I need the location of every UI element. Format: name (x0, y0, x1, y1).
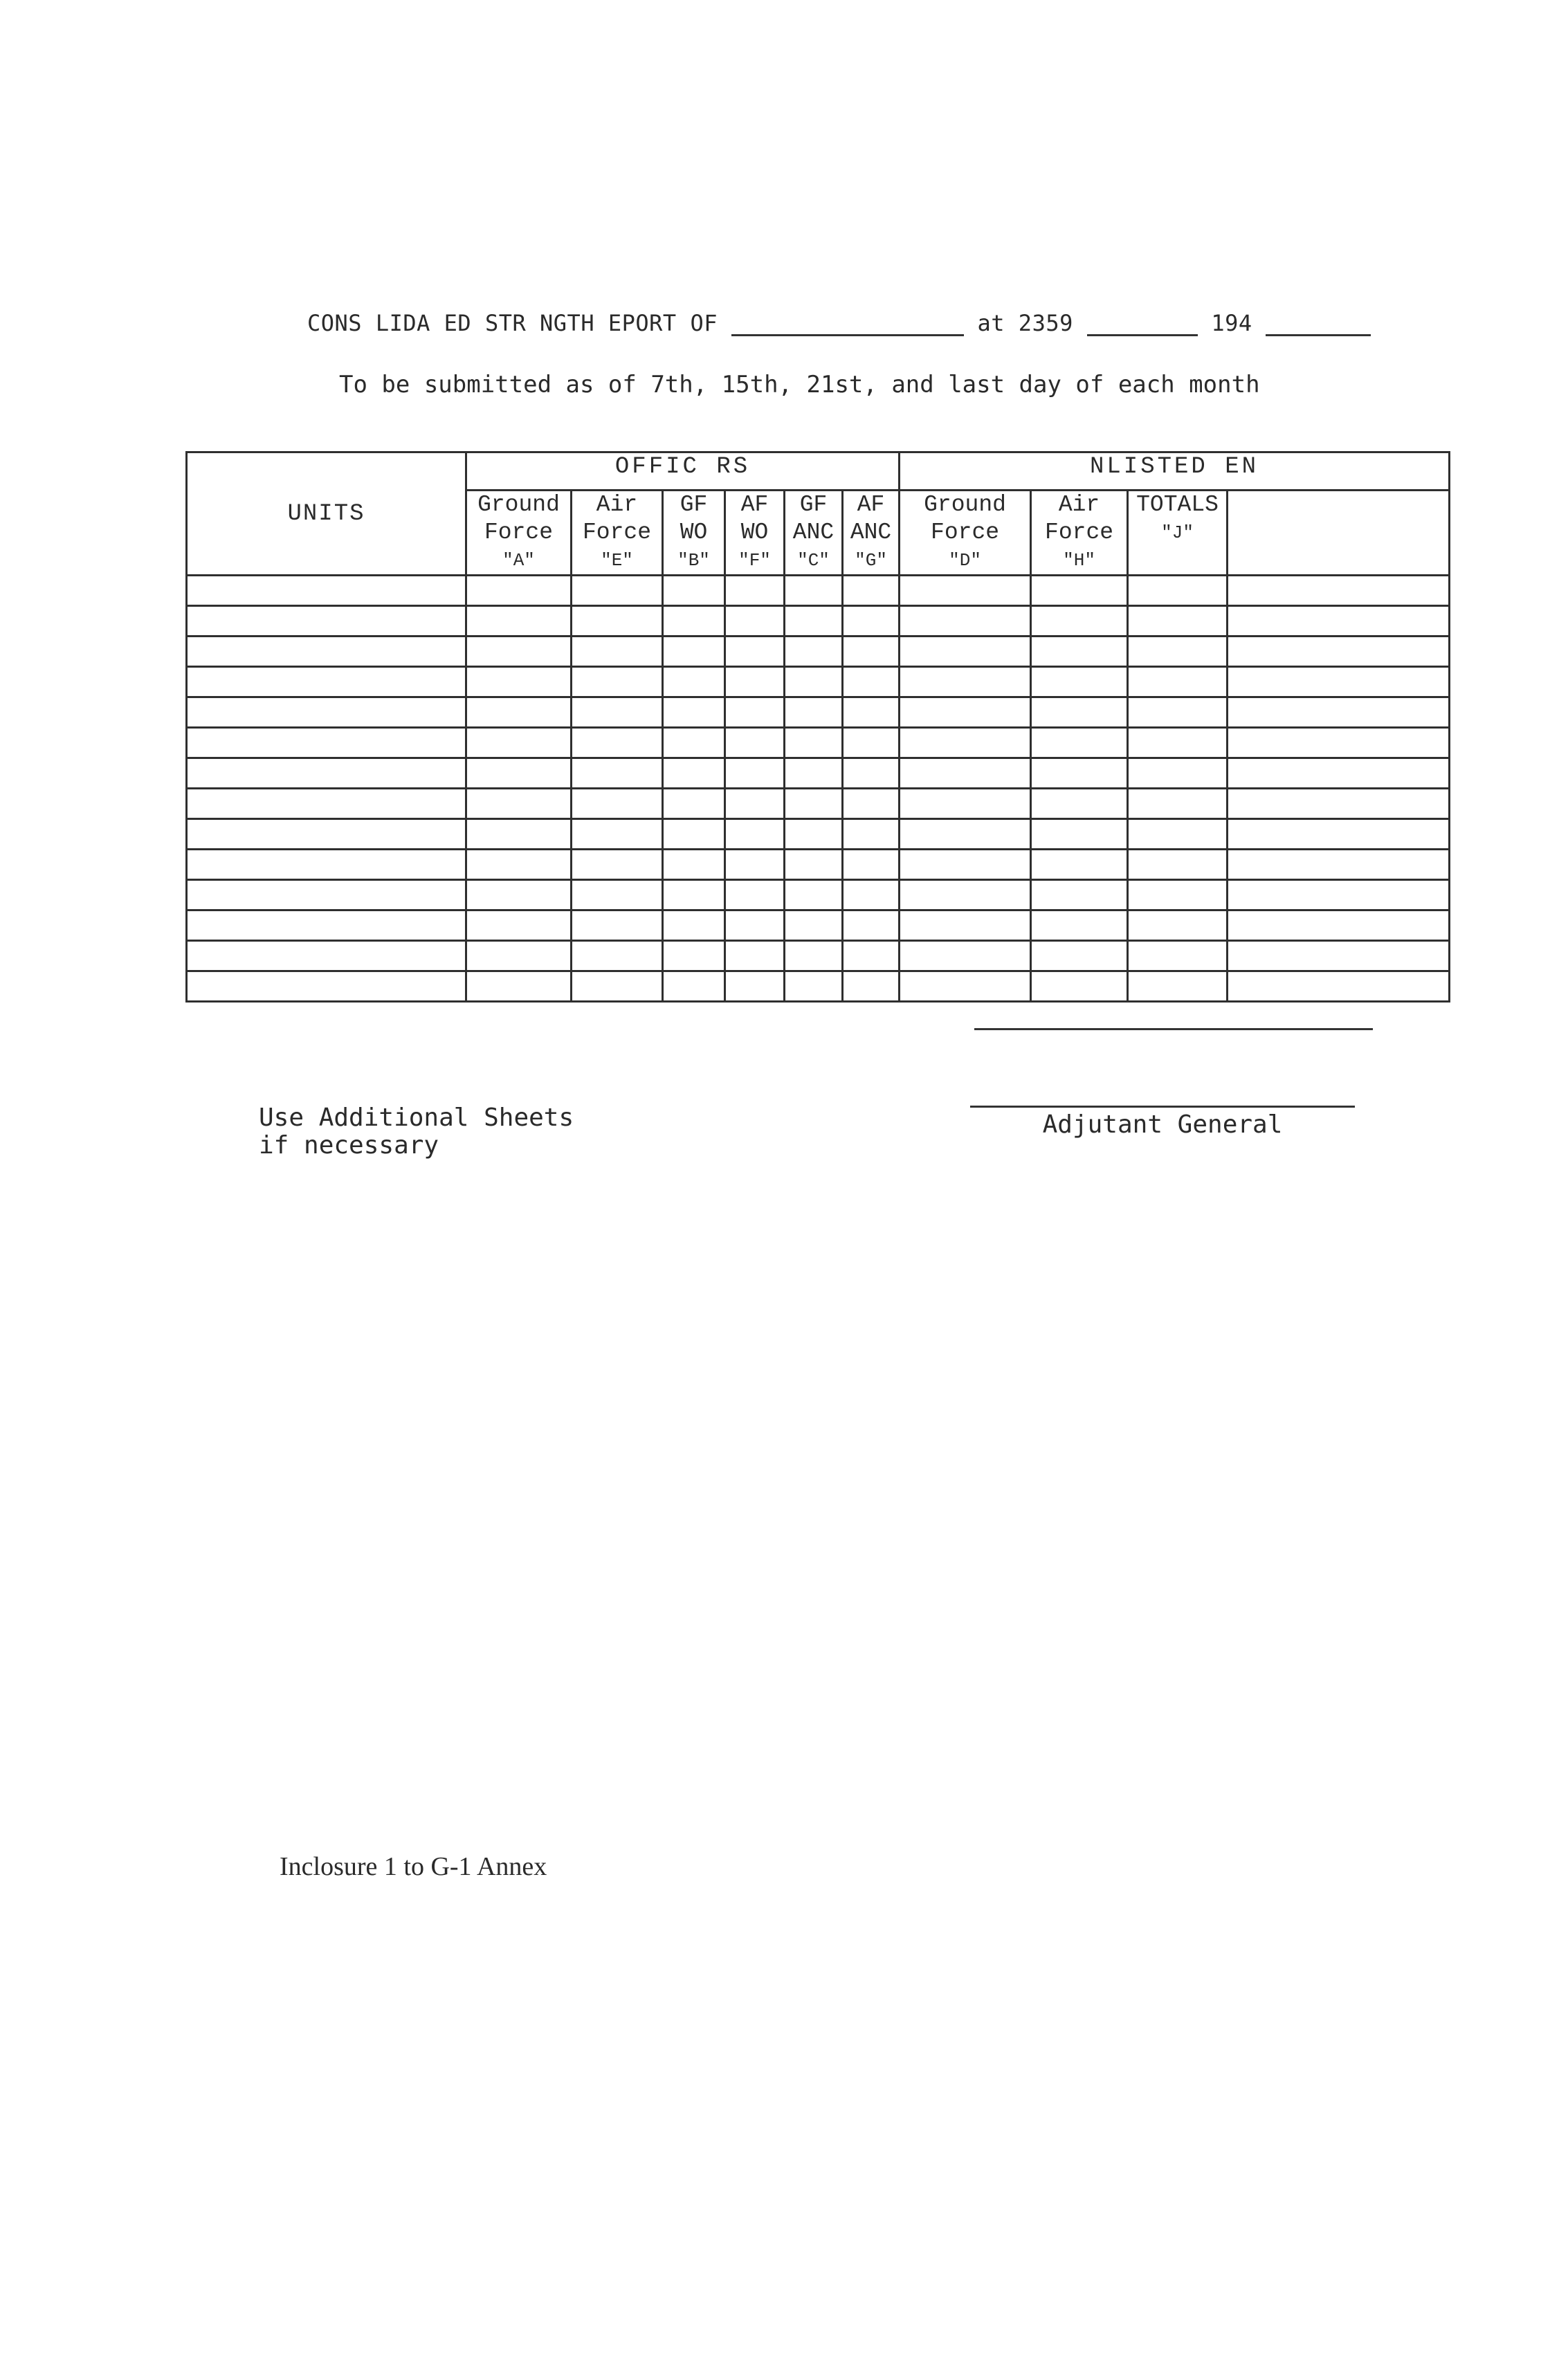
count-cell (572, 971, 663, 1002)
inclosure-label: Inclosure 1 to G-1 Annex (280, 1852, 547, 1881)
column-code: "G" (855, 550, 887, 571)
count-cell (1128, 971, 1228, 1002)
count-cell (1128, 789, 1228, 819)
count-cell (1128, 880, 1228, 910)
column-header-line: Ground (924, 492, 1006, 518)
count-cell (725, 880, 785, 910)
count-cell (785, 576, 843, 606)
count-cell (1228, 789, 1450, 819)
count-cell (900, 850, 1031, 880)
column-header-line: Force (1045, 520, 1114, 545)
count-cell (843, 880, 900, 910)
count-cell (900, 728, 1031, 758)
count-cell (663, 789, 725, 819)
count-cell (1128, 941, 1228, 971)
year-label: 194 (1211, 310, 1252, 336)
count-cell (1031, 576, 1128, 606)
count-cell (663, 910, 725, 941)
count-cell (843, 789, 900, 819)
column-header (785, 491, 843, 576)
count-cell (572, 789, 663, 819)
count-cell (1228, 728, 1450, 758)
count-cell (843, 758, 900, 789)
count-cell (900, 941, 1031, 971)
column-header (725, 491, 785, 576)
table-row (187, 576, 1450, 606)
count-cell (466, 758, 572, 789)
count-cell (466, 880, 572, 910)
additional-sheets-note (259, 1104, 574, 1160)
count-cell (785, 971, 843, 1002)
count-cell (663, 941, 725, 971)
count-cell (663, 576, 725, 606)
count-cell (1228, 850, 1450, 880)
count-cell (466, 576, 572, 606)
count-cell (1128, 850, 1228, 880)
unit-cell (187, 850, 466, 880)
count-cell (1128, 728, 1228, 758)
column-header (466, 491, 572, 576)
strength-table (185, 451, 1450, 1003)
count-cell (785, 637, 843, 667)
count-cell (785, 910, 843, 941)
count-cell (572, 758, 663, 789)
count-cell (1031, 728, 1128, 758)
count-cell (1031, 789, 1128, 819)
count-cell (1228, 880, 1450, 910)
count-cell (1031, 880, 1128, 910)
table-row (187, 910, 1450, 941)
count-cell (900, 758, 1031, 789)
count-cell (466, 941, 572, 971)
unit-cell (187, 576, 466, 606)
count-cell (1031, 910, 1128, 941)
column-header (1128, 491, 1228, 576)
unit-cell (187, 697, 466, 728)
column-header-line: GF (680, 492, 708, 518)
count-cell (900, 819, 1031, 850)
count-cell (725, 576, 785, 606)
count-cell (1128, 576, 1228, 606)
count-cell (1228, 941, 1450, 971)
unit-cell (187, 728, 466, 758)
count-cell (843, 606, 900, 637)
count-cell (785, 728, 843, 758)
column-header (843, 491, 900, 576)
unit-cell (187, 637, 466, 667)
count-cell (785, 789, 843, 819)
unit-cell (187, 606, 466, 637)
count-cell (572, 728, 663, 758)
count-cell (900, 697, 1031, 728)
count-cell (1228, 576, 1450, 606)
count-cell (572, 941, 663, 971)
count-cell (1031, 758, 1128, 789)
count-cell (1031, 637, 1128, 667)
count-cell (663, 819, 725, 850)
count-cell (1031, 819, 1128, 850)
additional-sheets-line: Use Additional Sheets (259, 1104, 574, 1132)
count-cell (1031, 606, 1128, 637)
count-cell (466, 971, 572, 1002)
count-cell (466, 697, 572, 728)
count-cell (572, 910, 663, 941)
count-cell (1128, 667, 1228, 697)
count-cell (663, 728, 725, 758)
count-cell (725, 606, 785, 637)
table-row (187, 728, 1450, 758)
count-cell (663, 606, 725, 637)
count-cell (572, 667, 663, 697)
count-cell (725, 697, 785, 728)
count-cell (725, 789, 785, 819)
count-cell (1228, 697, 1450, 728)
report-title-text: CONS LIDA ED STR NGTH EPORT OF (307, 310, 718, 336)
column-header-line: GF (799, 492, 828, 518)
count-cell (725, 728, 785, 758)
count-cell (725, 850, 785, 880)
count-cell (843, 667, 900, 697)
unit-cell (187, 819, 466, 850)
column-code: "C" (797, 550, 830, 571)
count-cell (572, 819, 663, 850)
count-cell (1228, 819, 1450, 850)
count-cell (843, 910, 900, 941)
count-cell (900, 637, 1031, 667)
count-cell (725, 667, 785, 697)
count-cell (663, 667, 725, 697)
count-cell (1228, 758, 1450, 789)
count-cell (1128, 758, 1228, 789)
count-cell (466, 910, 572, 941)
table-row (187, 819, 1450, 850)
count-cell (900, 880, 1031, 910)
count-cell (1031, 850, 1128, 880)
column-header-line: WO (680, 520, 708, 545)
column-header-line: Air (596, 492, 638, 518)
count-cell (1228, 637, 1450, 667)
column-header-line: Force (484, 520, 554, 545)
unit-cell (187, 910, 466, 941)
column-header-line: TOTALS (1136, 492, 1219, 518)
year-blank (1266, 313, 1371, 336)
table-row (187, 606, 1450, 637)
count-cell (900, 971, 1031, 1002)
column-header-line: WO (740, 520, 769, 545)
count-cell (900, 910, 1031, 941)
count-cell (1228, 667, 1450, 697)
count-cell (466, 667, 572, 697)
count-cell (1128, 637, 1228, 667)
count-cell (466, 606, 572, 637)
count-cell (1228, 910, 1450, 941)
count-cell (663, 971, 725, 1002)
count-cell (725, 819, 785, 850)
count-cell (572, 850, 663, 880)
table-row (187, 880, 1450, 910)
unit-cell (187, 758, 466, 789)
unit-cell (187, 789, 466, 819)
column-code: "B" (677, 550, 710, 571)
count-cell (843, 819, 900, 850)
count-cell (785, 850, 843, 880)
signer-title: Adjutant General (970, 1106, 1355, 1139)
table-row (187, 941, 1450, 971)
submission-instructions: To be submitted as of 7th, 15th, 21st, and last day of each month (339, 371, 1260, 399)
count-cell (1128, 819, 1228, 850)
table-row (187, 697, 1450, 728)
count-cell (785, 880, 843, 910)
count-cell (785, 758, 843, 789)
count-cell (466, 850, 572, 880)
column-header-line: Force (931, 520, 1000, 545)
count-cell (843, 728, 900, 758)
table-row (187, 971, 1450, 1002)
count-cell (663, 850, 725, 880)
unit-cell (187, 971, 466, 1002)
count-cell (785, 667, 843, 697)
column-header-line: AF (857, 492, 885, 518)
count-cell (900, 606, 1031, 637)
column-header-line: Air (1058, 492, 1100, 518)
count-cell (900, 667, 1031, 697)
count-cell (663, 880, 725, 910)
count-cell (1031, 941, 1128, 971)
time-label: at 2359 (977, 310, 1073, 336)
officers-header: OFFIC RS (466, 452, 900, 491)
count-cell (663, 758, 725, 789)
table-row (187, 667, 1450, 697)
table-row (187, 850, 1450, 880)
count-cell (1128, 910, 1228, 941)
count-cell (663, 697, 725, 728)
count-cell (466, 637, 572, 667)
column-header (663, 491, 725, 576)
count-cell (725, 637, 785, 667)
column-header-line: AF (740, 492, 769, 518)
date-blank (1087, 313, 1198, 336)
column-header-line: ANC (792, 520, 835, 545)
count-cell (572, 576, 663, 606)
count-cell (572, 606, 663, 637)
count-cell (725, 910, 785, 941)
count-cell (466, 819, 572, 850)
count-cell (843, 637, 900, 667)
count-cell (785, 819, 843, 850)
column-code: "J" (1161, 522, 1194, 543)
count-cell (900, 789, 1031, 819)
count-cell (785, 697, 843, 728)
count-cell (725, 941, 785, 971)
count-cell (725, 758, 785, 789)
count-cell (1031, 697, 1128, 728)
count-cell (572, 697, 663, 728)
unit-cell (187, 880, 466, 910)
count-cell (725, 971, 785, 1002)
enlisted-men-header: NLISTED EN (900, 452, 1450, 491)
count-cell (785, 606, 843, 637)
column-header (1031, 491, 1128, 576)
count-cell (785, 941, 843, 971)
count-cell (1031, 971, 1128, 1002)
count-cell (843, 971, 900, 1002)
table-row (187, 637, 1450, 667)
column-header (572, 491, 663, 576)
column-header (900, 491, 1031, 576)
count-cell (900, 576, 1031, 606)
count-cell (1228, 606, 1450, 637)
column-code: "A" (502, 550, 535, 571)
additional-sheets-line: if necessary (259, 1131, 439, 1160)
unit-cell (187, 667, 466, 697)
count-cell (1228, 971, 1450, 1002)
count-cell (843, 697, 900, 728)
count-cell (572, 637, 663, 667)
column-code: "D" (949, 550, 981, 571)
count-cell (572, 880, 663, 910)
count-cell (843, 850, 900, 880)
count-cell (1031, 667, 1128, 697)
count-cell (843, 576, 900, 606)
units-header: UNITS (187, 452, 466, 576)
count-cell (663, 637, 725, 667)
count-cell (466, 789, 572, 819)
signature-line (974, 1028, 1373, 1030)
column-code: "F" (738, 550, 771, 571)
report-of-blank (731, 313, 964, 336)
column-header-line: Ground (477, 492, 560, 518)
blank-column-header (1228, 491, 1450, 576)
count-cell (843, 941, 900, 971)
table-row (187, 758, 1450, 789)
column-code: "E" (601, 550, 633, 571)
table-row (187, 789, 1450, 819)
column-code: "H" (1063, 550, 1095, 571)
unit-cell (187, 941, 466, 971)
count-cell (466, 728, 572, 758)
count-cell (1128, 606, 1228, 637)
count-cell (1128, 697, 1228, 728)
report-title (307, 310, 1371, 336)
column-header-line: ANC (850, 520, 892, 545)
column-header-line: Force (582, 520, 652, 545)
